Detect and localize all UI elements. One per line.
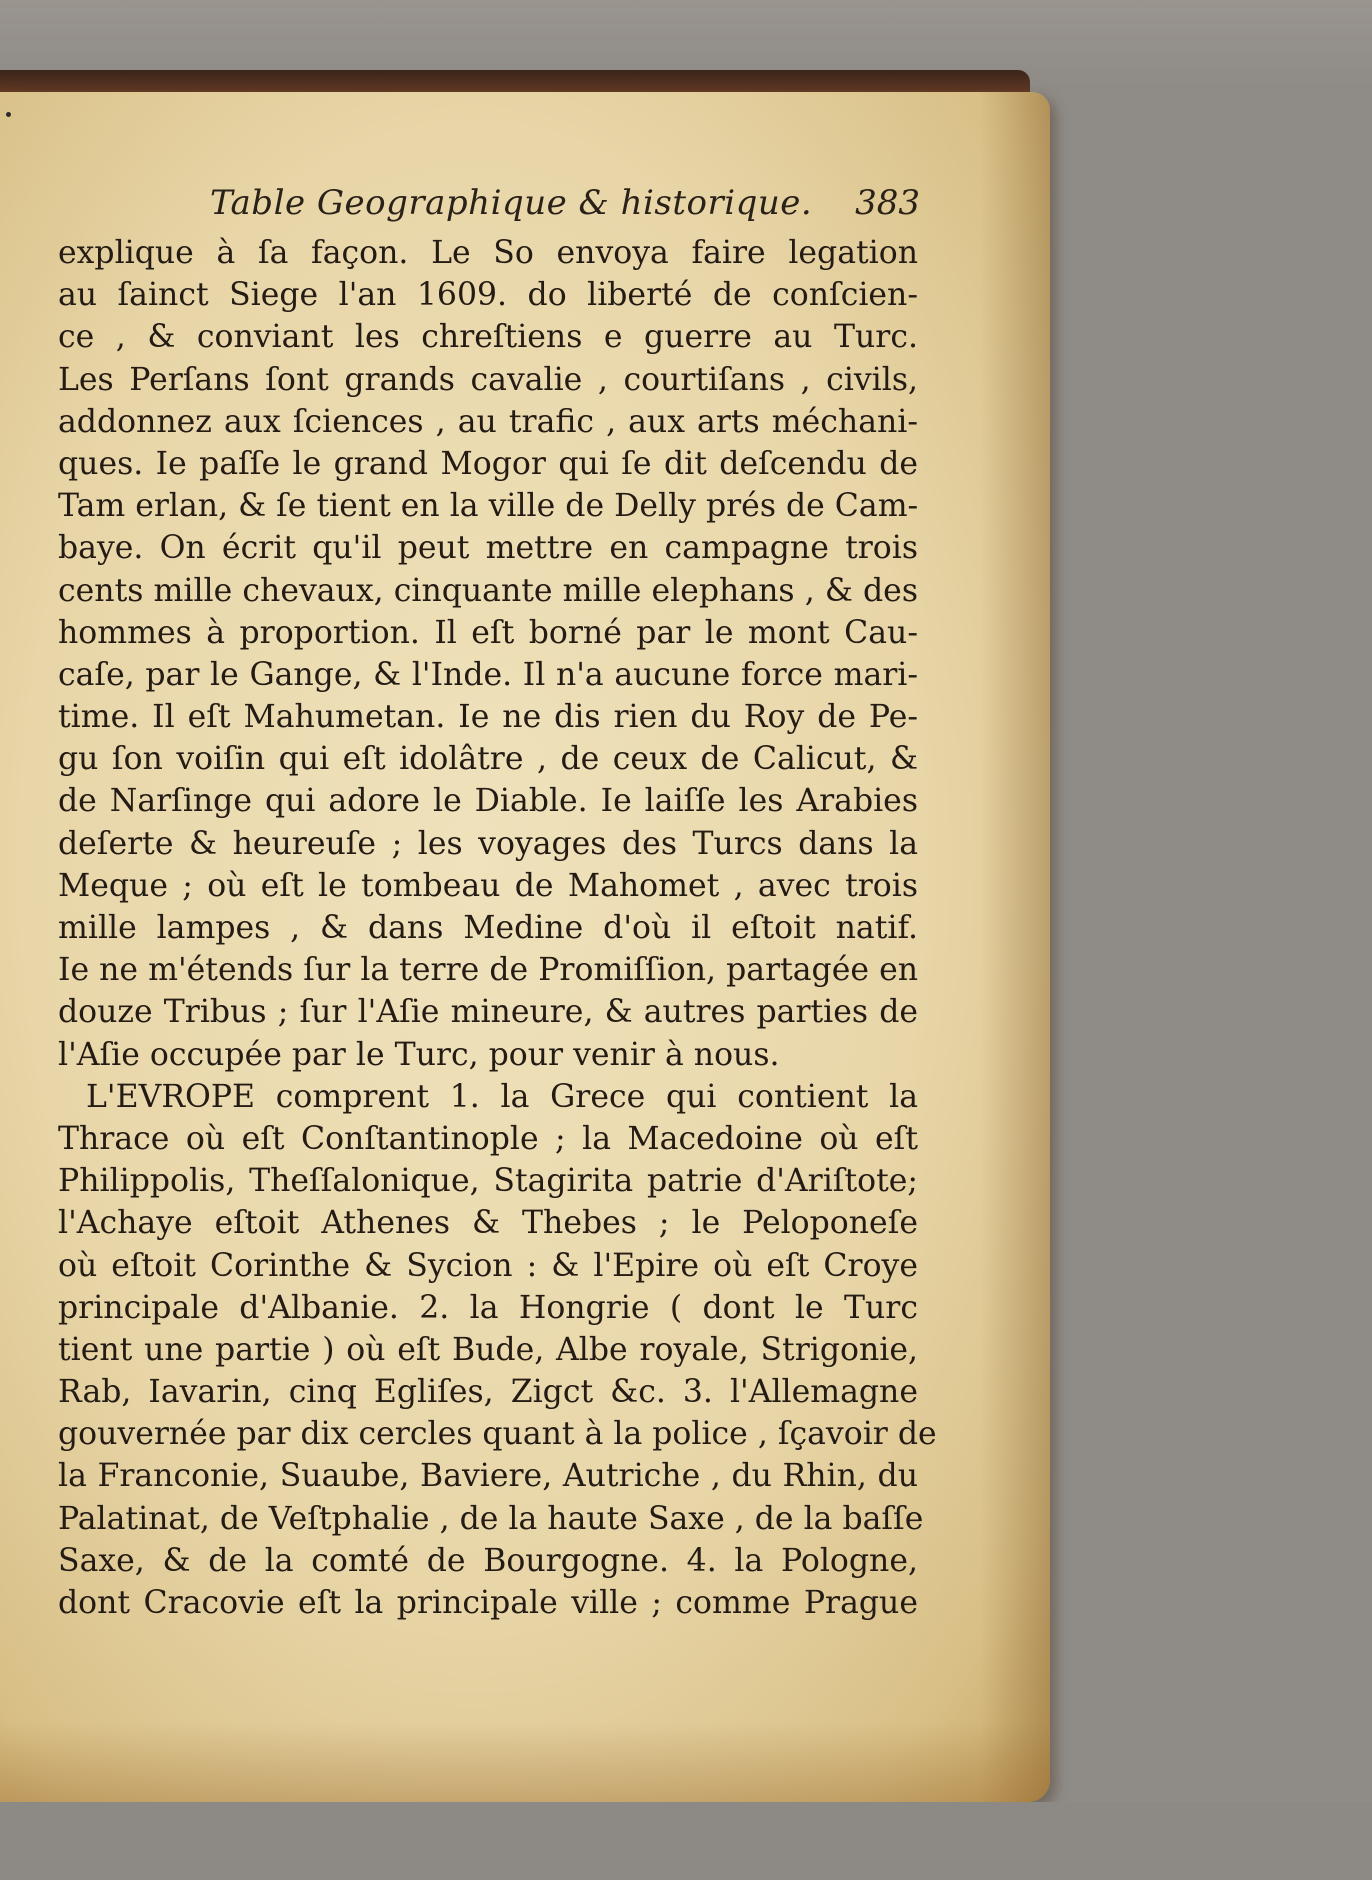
text-line: mille lampes , & dans Medine d'où il eſtoit natif. [58,910,918,946]
text-line: dont Cracovie eſt la principale ville ; comme Prague [58,1585,918,1621]
text-line: ce , & conviant les chreſtiens e guerre au Turc. [58,319,918,356]
background-bottom [0,1802,1372,1880]
text-line: de Narſinge qui adore le Diable. Ie laiſſe les Arabies [58,783,918,820]
text-line: caſe, par le Gange, & l'Inde. Il n'a aucune force mari- [58,656,918,693]
text-line: Tam erlan, & ſe tient en la ville de Delly prés de Cam- [58,488,919,525]
text-line: addonnez aux ſciences , au trafic , aux arts méchani- [58,403,918,440]
text-line: principale d'Albanie. 2. la Hongrie ( dont le Turc [58,1289,918,1326]
text-line: l'Achaye eſtoit Athenes & Thebes ; le Peloponeſe [58,1205,918,1242]
page-bottom-shadow [0,1722,1050,1802]
running-title: Table Geographique & historique. [210,183,813,223]
text-line: Les Perſans ſont grands cavalie , courtiſans , civils, [58,361,918,398]
page-right-shadow [980,92,1050,1802]
text-line: time. Il eſt Mahumetan. Ie ne dis rien du Roy de Pe- [58,699,918,736]
text-line: ques. Ie paſſe le grand Mogor qui ſe dit deſcendu de [58,445,918,482]
text-line: explique à ſa façon. Le So envoya faire legation [58,235,918,271]
text-line: deſerte & heureuſe ; les voyages des Turcs dans la [58,825,918,862]
text-line: Palatinat, de Veſtphalie , de la haute Saxe , de la baſſe [58,1500,924,1537]
text-line: baye. On écrit qu'il peut mettre en campagne trois [58,530,918,567]
text-line: hommes à proportion. Il eſt borné par le mont Cau- [58,614,918,651]
page-header [60,183,920,231]
text-line: Rab, Iavarin, cinq Egliſes, Zigct &c. 3. l'Allemagne [58,1374,918,1411]
text-line-europe: L'EVROPE comprent 1. la Grece qui contient la [86,1078,918,1115]
text-line: l'Aſie occupée par le Turc, pour venir à nous. [58,1036,780,1073]
text-line: Philippolis, Theſſalonique, Stagirita patrie d'Ariſtote; [58,1163,918,1200]
text-line: Saxe, & de la comté de Bourgogne. 4. la Pologne, [58,1542,918,1579]
text-line: Ie ne m'étends ſur la terre de Promiſſion, partagée en [58,952,918,989]
text-line: la Franconie, Suaube, Baviere, Autriche , du Rhin, du [58,1458,918,1495]
text-line: douze Tribus ; ſur l'Aſie mineure, & autres parties de [58,994,918,1031]
text-line: gouvernée par dix cercles quant à la police , ſçavoir de [58,1416,937,1453]
page-number: 383 [855,183,920,223]
text-line: au ſainct Siege l'an 1609. do liberté de conſcien- [58,277,918,314]
dust-speck [6,112,11,117]
text-line: Meque ; où eſt le tombeau de Mahomet , avec trois [58,867,918,904]
text-line: tient une partie ) où eſt Bude, Albe royale, Strigonie, [58,1331,918,1368]
page-body-text [58,232,937,1624]
text-line: cents mille chevaux, cinquante mille elephans , & des [58,572,918,609]
text-line: gu ſon voiſin qui eſt idolâtre , de ceux de Calicut, & [58,741,918,778]
text-line: où eſtoit Corinthe & Sycion : & l'Epire où eſt Croye [58,1247,918,1284]
text-line: Thrace où eſt Conſtantinople ; la Macedoine où eſt [58,1120,918,1157]
